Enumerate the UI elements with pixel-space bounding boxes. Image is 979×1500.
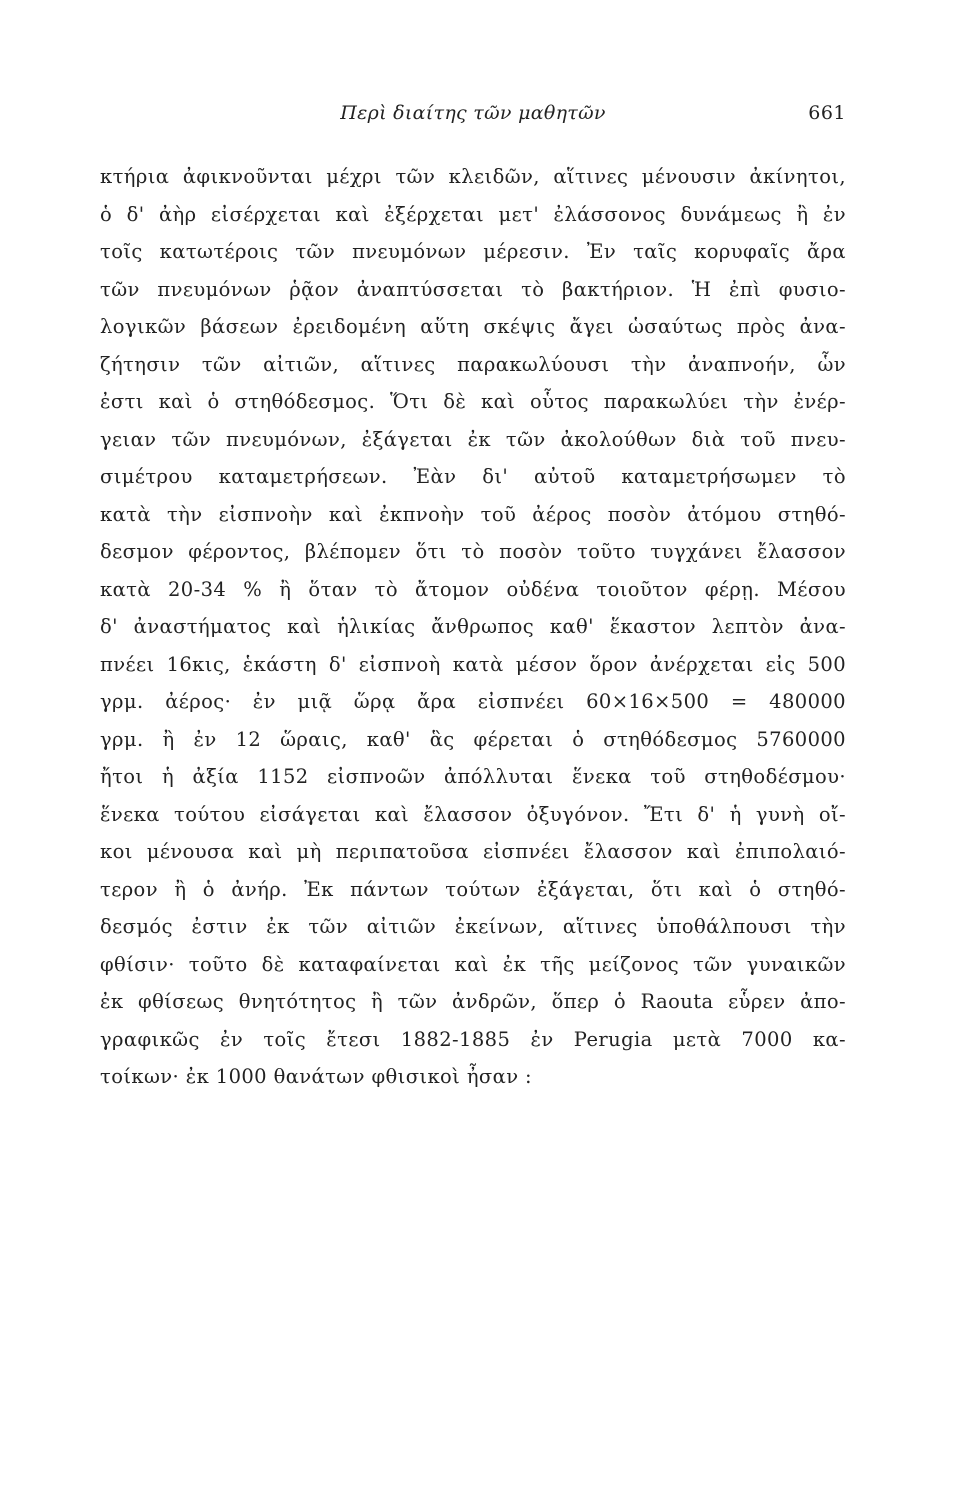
text-line: γρμ. ἢ ἐν 12 ὥραις, καθ' ἃς φέρεται ὁ στηθόδεσμος 5760000 bbox=[100, 727, 846, 751]
running-title: Περὶ διαίτης τῶν μαθητῶν bbox=[340, 102, 606, 124]
text-line: πνέει 16κις, ἑκάστη δ' εἰσπνοὴ κατὰ μέσον ὅρον ἀνέρχεται εἰς 500 bbox=[100, 652, 846, 676]
text-line: τερον ἢ ὁ ἀνήρ. Ἐκ πάντων τούτων ἐξάγεται, ὅτι καὶ ὁ στηθό- bbox=[100, 877, 846, 901]
text-line: ὁ δ' ἀὴρ εἰσέρχεται καὶ ἐξέρχεται μετ' ἐλάσσονος δυνάμεως ἢ ἐν bbox=[100, 202, 846, 226]
text-line: δεσμός ἐστιν ἐκ τῶν αἰτιῶν ἐκείνων, αἵτινες ὑποθάλπουσι τὴν bbox=[100, 915, 846, 938]
text-line: κοι μένουσα καὶ μὴ περιπατοῦσα εἰσπνέει ἔλασσον καὶ ἐπιπολαιό- bbox=[100, 840, 846, 863]
text-line: σιμέτρου καταμετρήσεων. Ἐὰν δι' αὐτοῦ καταμετρήσωμεν τὸ bbox=[100, 465, 846, 488]
text-line: φθίσιν· τοῦτο δὲ καταφαίνεται καὶ ἐκ τῆς μείζονος τῶν γυναικῶν bbox=[100, 952, 846, 976]
text-line: ἐκ φθίσεως θνητότητος ἢ τῶν ἀνδρῶν, ὅπερ ὁ Raouta εὗρεν ἀπο- bbox=[100, 990, 846, 1013]
text-line: ἤτοι ἡ ἀξία 1152 εἰσπνοῶν ἀπόλλυται ἕνεκα τοῦ στηθοδέσμου· bbox=[100, 765, 846, 788]
text-line: γραφικῶς ἐν τοῖς ἔτεσι 1882-1885 ἐν Perugia μετὰ 7000 κα- bbox=[100, 1027, 846, 1051]
text-line: ζήτησιν τῶν αἰτιῶν, αἵτινες παρακωλύουσι τὴν ἀναπνοήν, ὧν bbox=[100, 352, 846, 376]
page-number: 661 bbox=[808, 102, 846, 124]
text-line: λογικῶν βάσεων ἐρειδομένη αὕτη σκέψις ἄγει ὡσαύτως πρὸς ἀνα- bbox=[100, 315, 846, 338]
text-line: γειαν τῶν πνευμόνων, ἐξάγεται ἐκ τῶν ἀκολούθων διὰ τοῦ πνευ- bbox=[100, 427, 846, 451]
text-line: κατὰ τὴν εἰσπνοὴν καὶ ἐκπνοὴν τοῦ ἀέρος ποσὸν ἀτόμου στηθό- bbox=[100, 502, 846, 526]
text-line: τῶν πνευμόνων ῥᾷον ἀναπτύσσεται τὸ βακτήριον. Ἡ ἐπὶ φυσιο- bbox=[100, 277, 846, 301]
text-line: ἐστι καὶ ὁ στηθόδεσμος. Ὅτι δὲ καὶ οὗτος παρακωλύει τὴν ἐνέρ- bbox=[100, 390, 846, 413]
text-line: ἕνεκα τούτου εἰσάγεται καὶ ἔλασσον ὀξυγόνον. Ἔτι δ' ἡ γυνὴ οἴ- bbox=[100, 802, 846, 826]
body-paragraph bbox=[100, 158, 846, 1096]
text-line: κτήρια ἀφικνοῦνται μέχρι τῶν κλειδῶν, αἵτινες μένουσιν ἀκίνητοι, bbox=[100, 165, 846, 188]
text-line: δεσμον φέροντος, βλέπομεν ὅτι τὸ ποσὸν τοῦτο τυγχάνει ἔλασσον bbox=[100, 540, 846, 563]
text-line: κατὰ 20-34 % ἢ ὅταν τὸ ἄτομον οὐδένα τοιοῦτον φέρῃ. Μέσου bbox=[100, 577, 846, 601]
page-header bbox=[100, 96, 846, 130]
text-line-final: τοίκων· ἐκ 1000 θανάτων φθισικοὶ ἦσαν : bbox=[100, 1065, 533, 1088]
text-line: τοῖς κατωτέροις τῶν πνευμόνων μέρεσιν. Ἐν ταῖς κορυφαῖς ἄρα bbox=[100, 240, 846, 263]
text-line: γρμ. ἀέρος· ἐν μιᾷ ὥρᾳ ἄρα εἰσπνέει 60×16×500 = 480000 bbox=[100, 690, 846, 713]
text-line: δ' ἀναστήματος καὶ ἡλικίας ἄνθρωπος καθ' ἕκαστον λεπτὸν ἀνα- bbox=[100, 615, 846, 638]
